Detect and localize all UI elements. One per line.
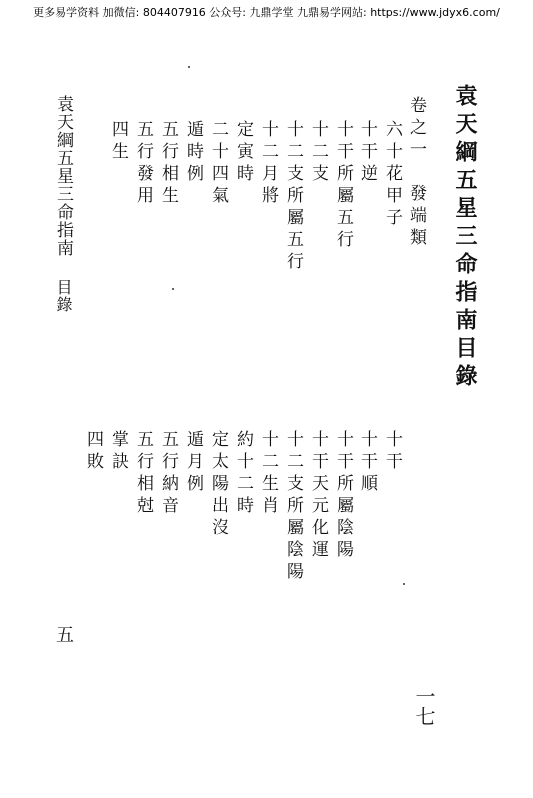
toc-entry: 定寅時 [233, 120, 253, 186]
header-watermark: 更多易学资料 加微信: 804407916 公众号: 九鼎学堂 九鼎易学网站: https://www.jdyx6.com/ [33, 6, 500, 19]
toc-entry: 十干 [382, 430, 402, 474]
toc-entry: 十干所屬陰陽 [333, 430, 353, 562]
scan-speck [403, 583, 405, 585]
toc-entry: 十二支所屬五行 [283, 120, 303, 274]
page-title: 袁天綱五星三命指南目錄 [452, 84, 478, 392]
toc-entry: 十二月將 [258, 120, 278, 208]
scan-speck [172, 288, 174, 290]
toc-entry: 十干天元化運 [308, 430, 328, 562]
margin-page-number: 五 [56, 625, 74, 646]
margin-section-label: 目錄 [54, 279, 73, 313]
folio-number: 一七 [412, 686, 436, 726]
toc-entry: 定太陽出沒 [208, 430, 228, 540]
toc-entry: 五行相尅 [133, 430, 153, 518]
toc-entry: 十二支所屬陰陽 [283, 430, 303, 584]
toc-entry: 二十四氣 [208, 120, 228, 208]
toc-entry: 十干所屬五行 [333, 120, 353, 252]
toc-entry: 四敗 [83, 430, 103, 474]
toc-entry: 五行發用 [133, 120, 153, 208]
toc-entry: 四生 [108, 120, 128, 164]
scan-speck [188, 66, 190, 68]
toc-entry: 遁月例 [183, 430, 203, 496]
toc-entry: 五行納音 [158, 430, 178, 518]
margin-running-title [54, 95, 71, 313]
toc-entry: 十二生肖 [258, 430, 278, 518]
toc-entry: 十二支 [308, 120, 328, 186]
toc-entry: 遁時例 [183, 120, 203, 186]
toc-entry: 約十二時 [233, 430, 253, 518]
toc-entry: 十干順 [357, 430, 377, 496]
toc-entry: 六十花甲子 [382, 120, 402, 230]
toc-entry: 十干逆 [357, 120, 377, 186]
margin-book-title: 袁天綱五星三命指南 [53, 95, 73, 257]
chapter-heading: 卷之一 發端類 [406, 96, 426, 250]
toc-entry: 五行相生 [158, 120, 178, 208]
toc-entry: 掌訣 [108, 430, 128, 474]
